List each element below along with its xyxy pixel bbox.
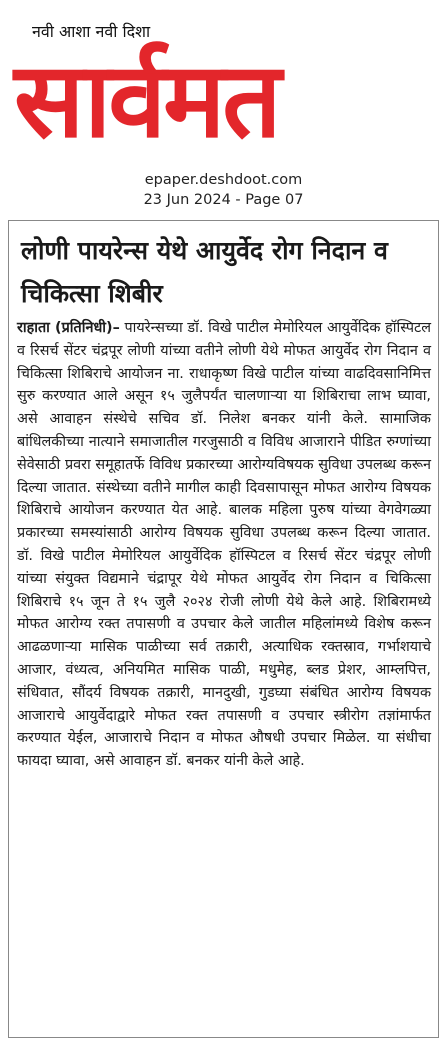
news-article — [8, 220, 439, 1038]
article-byline: राहाता (प्रतिनिधी)– — [17, 320, 120, 336]
newspaper-logo: सार्वमत — [14, 39, 279, 161]
masthead — [0, 0, 447, 218]
masthead-tagline: नवी आशा नवी दिशा — [32, 22, 151, 41]
article-headline: लोणी पायरेन्स येथे आयुर्वेद रोग निदान व चिकित्सा शिबीर — [21, 236, 388, 308]
date-page: 23 Jun 2024 - Page 07 — [143, 192, 304, 208]
article-body — [17, 317, 431, 773]
epaper-site: epaper.deshdoot.com — [144, 172, 303, 188]
article-text: पायरेन्सच्या डॉ. विखे पाटील मेमोरियल आयुर्वेदिक हॉस्पिटल व रिसर्च सेंटर चंद्रपूर लोणी यांच्या वतीने लोणी येथे मोफत आयुर्वेद रोग निदान व चिकित्सा शिबिराचे आयोजन ना. राधाकृष्ण विखे पाटील यांच्या वाढदिवसानिमित्त सुरु करण्यात आले असून १५ जुलैपर्यंत चालणाऱ्या या शिबिराचा लाभ घ्यावा, असे आवाहन संस्थेचे सचिव डॉ. निलेश बनकर यांनी केले. सामाजिक बांधिलकीच्या नात्याने समाजातील गरजुसाठी व विविध आजाराने पीडित रुग्णांच्या सेवेसाठी प्रवरा समूहातर्फे विविध प्रकारच्या आरोग्यविषयक सुविधा उपलब्ध करून दिल्या जातात. संस्थेच्या वतीने मागील काही दिवसापासून मोफत आरोग्य विषयक शिबिराचे आयोजन करण्यात येत आहे. बालक महिला पुरुष यांच्या वेगवेगळ्या प्रकारच्या समस्यांसाठी आरोग्य विषयक सुविधा उपलब्ध करून दिल्या जातात. डॉ. विखे पाटील मेमोरियल आयुर्वेदिक हॉस्पिटल व रिसर्च सेंटर चंद्रपूर लोणी यांच्या संयुक्त विद्यमाने चंद्रापूर येथे मोफत आयुर्वेद रोग निदान व चिकित्सा शिबिराचे १५ जून ते १५ जुलै २०२४ रोजी लोणी येथे केले आहे. शिबिरामध्ये मोफत आरोग्य रक्त तपासणी व उपचार केले जातील महिलांमध्ये विशेष करून आढळणाऱ्या मासिक पाळीच्या सर्व तक्रारी, अत्याधिक रक्तस्राव, गर्भाशयाचे आजार, वंध्यत्व, अनियमित मासिक पाळी, मधुमेह, ब्लड प्रेशर, आम्लपित्त, संधिवात, सौंदर्य विषयक तक्रारी, मानदुखी, गुडघ्या संबंधित आरोग्य विषयक आजाराचे आयुर्वेदाद्वारे मोफत रक्त तपासणी व उपचार स्त्रीरोग तज्ञांमार्फत करण्यात येईल, आजाराचे निदान व मोफत औषधी उपचार मिळेल. या संधीचा फायदा घ्यावा, असे आवाहन डॉ. बनकर यांनी केले आहे. — [17, 320, 431, 770]
edition-info — [0, 170, 447, 210]
